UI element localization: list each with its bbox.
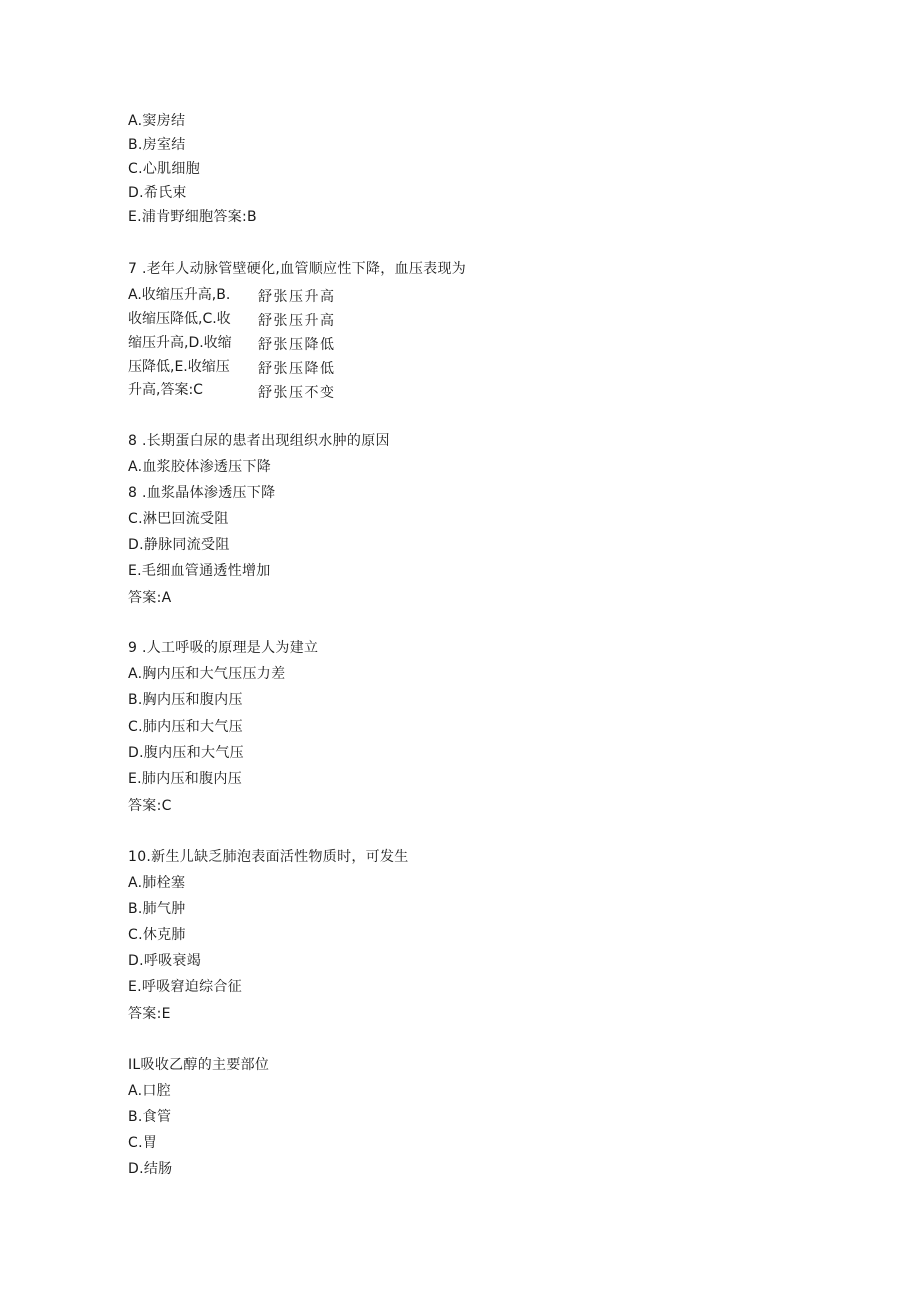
q10-option: C.休克肺: [128, 927, 186, 943]
q9-option: A.胸内压和大气压压力差: [128, 666, 286, 682]
q7-right-line: 舒张压降低: [258, 361, 336, 377]
q8-option: C.淋巴回流受阻: [128, 511, 229, 527]
q10-option: B.肺气肿: [128, 901, 186, 917]
q6-option-d: D.希氏束: [128, 185, 187, 201]
q8-answer: 答案:A: [128, 590, 172, 606]
q7-right-line: 舒张压升高: [258, 313, 336, 329]
q9-option: D.腹内压和大气压: [128, 745, 244, 761]
q11-option: D.结肠: [128, 1161, 173, 1177]
q10-option: E.呼吸窘迫综合征: [128, 979, 242, 995]
q8-stem: 8 .长期蛋白尿的患者出现组织水肿的原因: [128, 433, 390, 449]
q9-option: E.肺内压和腹内压: [128, 771, 242, 787]
q8-option: D.静脉同流受阻: [128, 537, 230, 553]
q7-left-line: 缩压升高,D.收缩: [128, 335, 232, 351]
q8-option: E.毛细血管通透性增加: [128, 563, 271, 579]
q9-stem: 9 .人工呼吸的原理是人为建立: [128, 640, 319, 656]
q7-left-line: A.收缩压升高,B.: [128, 287, 231, 303]
q7-left-line: 压降低,E.收缩压: [128, 359, 230, 375]
q7-stem: 7 .老年人动脉管壁硬化,血管顺应性下降，血压表现为: [128, 261, 467, 277]
q7-right-line: 舒张压升高: [258, 289, 336, 305]
q8-option: A.血浆胶体渗透压下降: [128, 459, 272, 475]
q6-option-a: A.窦房结: [128, 113, 186, 129]
q10-option: A.肺栓塞: [128, 875, 186, 891]
q10-stem: 10.新生儿缺乏肺泡表面活性物质时，可发生: [128, 849, 409, 865]
q7-right-line: 舒张压不变: [258, 385, 336, 401]
q11-option: C.胃: [128, 1135, 158, 1151]
q9-option: C.肺内压和大气压: [128, 719, 243, 735]
q10-option: D.呼吸衰竭: [128, 953, 202, 969]
q6-option-e-answer: E.浦肯野细胞答案:B: [128, 209, 257, 225]
q7-left-line: 收缩压降低,C.收: [128, 311, 231, 327]
q7-right-line: 舒张压降低: [258, 337, 336, 353]
q6-option-b: B.房室结: [128, 137, 186, 153]
q11-stem: IL吸收乙醇的主要部位: [128, 1057, 270, 1073]
q9-answer: 答案:C: [128, 798, 172, 814]
q9-option: B.胸内压和腹内压: [128, 692, 243, 708]
q7-left-line: 升高,答案:C: [128, 382, 203, 398]
q11-option: B.食管: [128, 1109, 172, 1125]
q6-option-c: C.心肌细胞: [128, 161, 201, 177]
q8-option: 8 .血浆晶体渗透压下降: [128, 485, 276, 501]
q11-option: A.口腔: [128, 1083, 171, 1099]
q10-answer: 答案:E: [128, 1006, 171, 1022]
